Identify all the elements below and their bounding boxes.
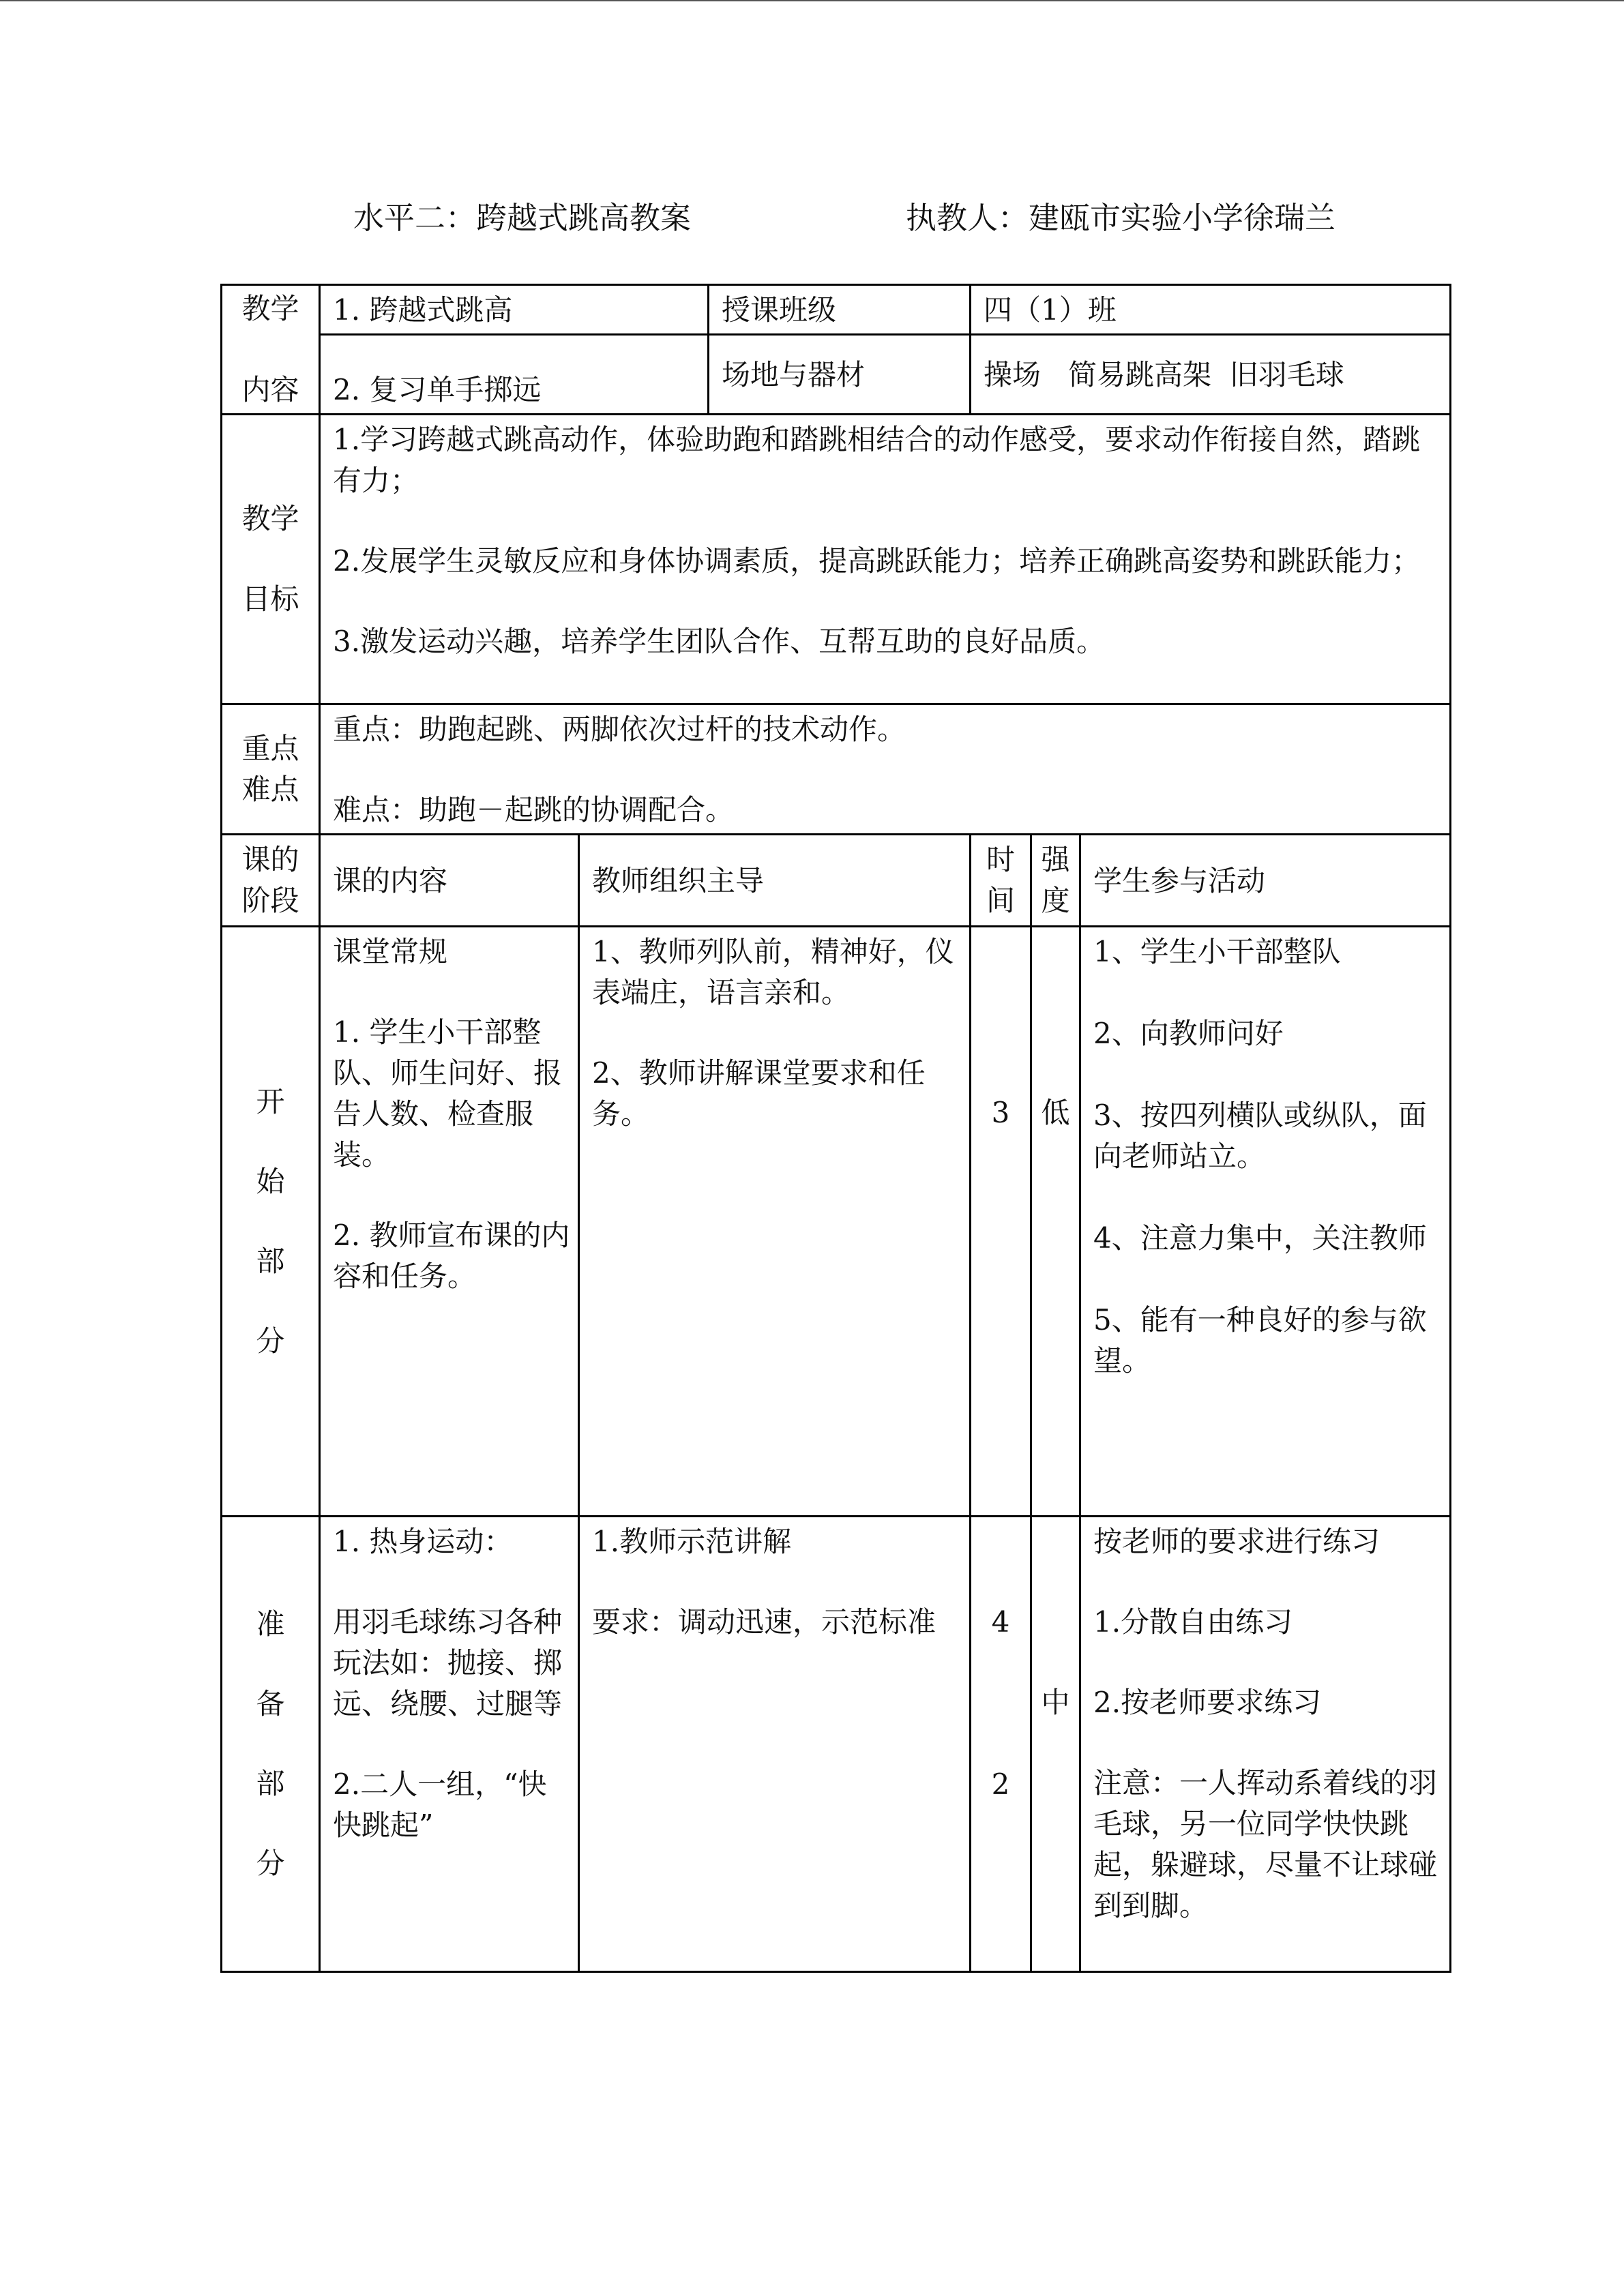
top-border-line: [0, 0, 1624, 1]
col-time: 时 间: [971, 835, 1031, 927]
lesson-title: 水平二：跨越式跳高教案: [353, 200, 692, 236]
start-intensity: 低: [1031, 927, 1080, 1517]
stage-start: 开 始 部 分: [222, 927, 320, 1517]
difficulty-point: 难点：助跑－起跳的协调配合。: [333, 793, 735, 826]
col-teacher: 教师组织主导: [579, 835, 971, 927]
column-header-row: [222, 835, 1451, 927]
goal-item-3: 3.激发运动兴趣，培养学生团队合作、互帮互助的良好品质。: [333, 625, 1106, 658]
content-label: 教学 内容: [222, 285, 320, 415]
section-start-row: [222, 927, 1451, 1517]
goals-row: [222, 415, 1451, 704]
start-student: 1、学生小干部整队 2、向教师问好 3、按四列横队或纵队，面向老师站立。 4、注意力集中，关注教师 5、能有一种良好的参与欲望。: [1080, 927, 1451, 1517]
start-content: 课堂常规 1. 学生小干部整队、师生问好、报告人数、检查服装。 2. 教师宣布课的内容和任务。: [320, 927, 579, 1517]
prepare-teacher: 1.教师示范讲解 要求：调动迅速，示范标准: [579, 1517, 971, 1972]
prepare-student: 按老师的要求进行练习 1.分散自由练习 2.按老师要求练习 注意：一人挥动系着线的羽毛球，另一位同学快快跳起，躲避球，尽量不让球碰到到脚。: [1080, 1517, 1451, 1972]
lesson-plan-table: [220, 284, 1451, 1973]
goal-item-2: 2.发展学生灵敏反应和身体协调素质，提高跳跃能力；培养正确跳高姿势和跳跃能力；: [333, 544, 1421, 578]
content-row-2: [222, 335, 1451, 415]
key-point: 重点：助跑起跳、两脚依次过杆的技术动作。: [333, 713, 906, 746]
stage-prepare: 准 备 部 分: [222, 1517, 320, 1972]
prepare-intensity: 中: [1031, 1517, 1080, 1972]
col-stage: 课的 阶段: [222, 835, 320, 927]
start-time: 3: [971, 927, 1031, 1517]
venue-value: 操场 简易跳高架 旧羽毛球: [971, 335, 1451, 415]
start-teacher: 1、教师列队前，精神好，仪表端庄，语言亲和。 2、教师讲解课堂要求和任务。: [579, 927, 971, 1517]
class-value: 四（1）班: [971, 285, 1451, 335]
prepare-content: 1. 热身运动： 用羽毛球练习各种玩法如：抛接、掷远、绕腰、过腿等 2.二人一组，“快快跳起”: [320, 1517, 579, 1972]
class-label: 授课班级: [709, 285, 971, 335]
prepare-time: 4 2: [971, 1517, 1031, 1972]
col-student: 学生参与活动: [1080, 835, 1451, 927]
col-content: 课的内容: [320, 835, 579, 927]
keypoints-row: [222, 704, 1451, 835]
venue-label: 场地与器材: [709, 335, 971, 415]
goal-item-1: 1.学习跨越式跳高动作，体验助跑和踏跳相结合的动作感受，要求动作衔接自然，踏跳有力；: [333, 423, 1421, 497]
keypoints-label: 重点 难点: [222, 704, 320, 835]
content-item-2: 2. 复习单手掷远: [320, 335, 709, 415]
col-intensity: 强 度: [1031, 835, 1080, 927]
goals-label: 教学 目标: [222, 415, 320, 704]
section-prepare-row: [222, 1517, 1451, 1972]
goals-cell: [320, 415, 1451, 704]
teacher-name: 执教人：建瓯市实验小学徐瑞兰: [906, 200, 1336, 236]
keypoints-cell: [320, 704, 1451, 835]
content-row-1: [222, 285, 1451, 335]
content-item-1: 1. 跨越式跳高: [320, 285, 709, 335]
